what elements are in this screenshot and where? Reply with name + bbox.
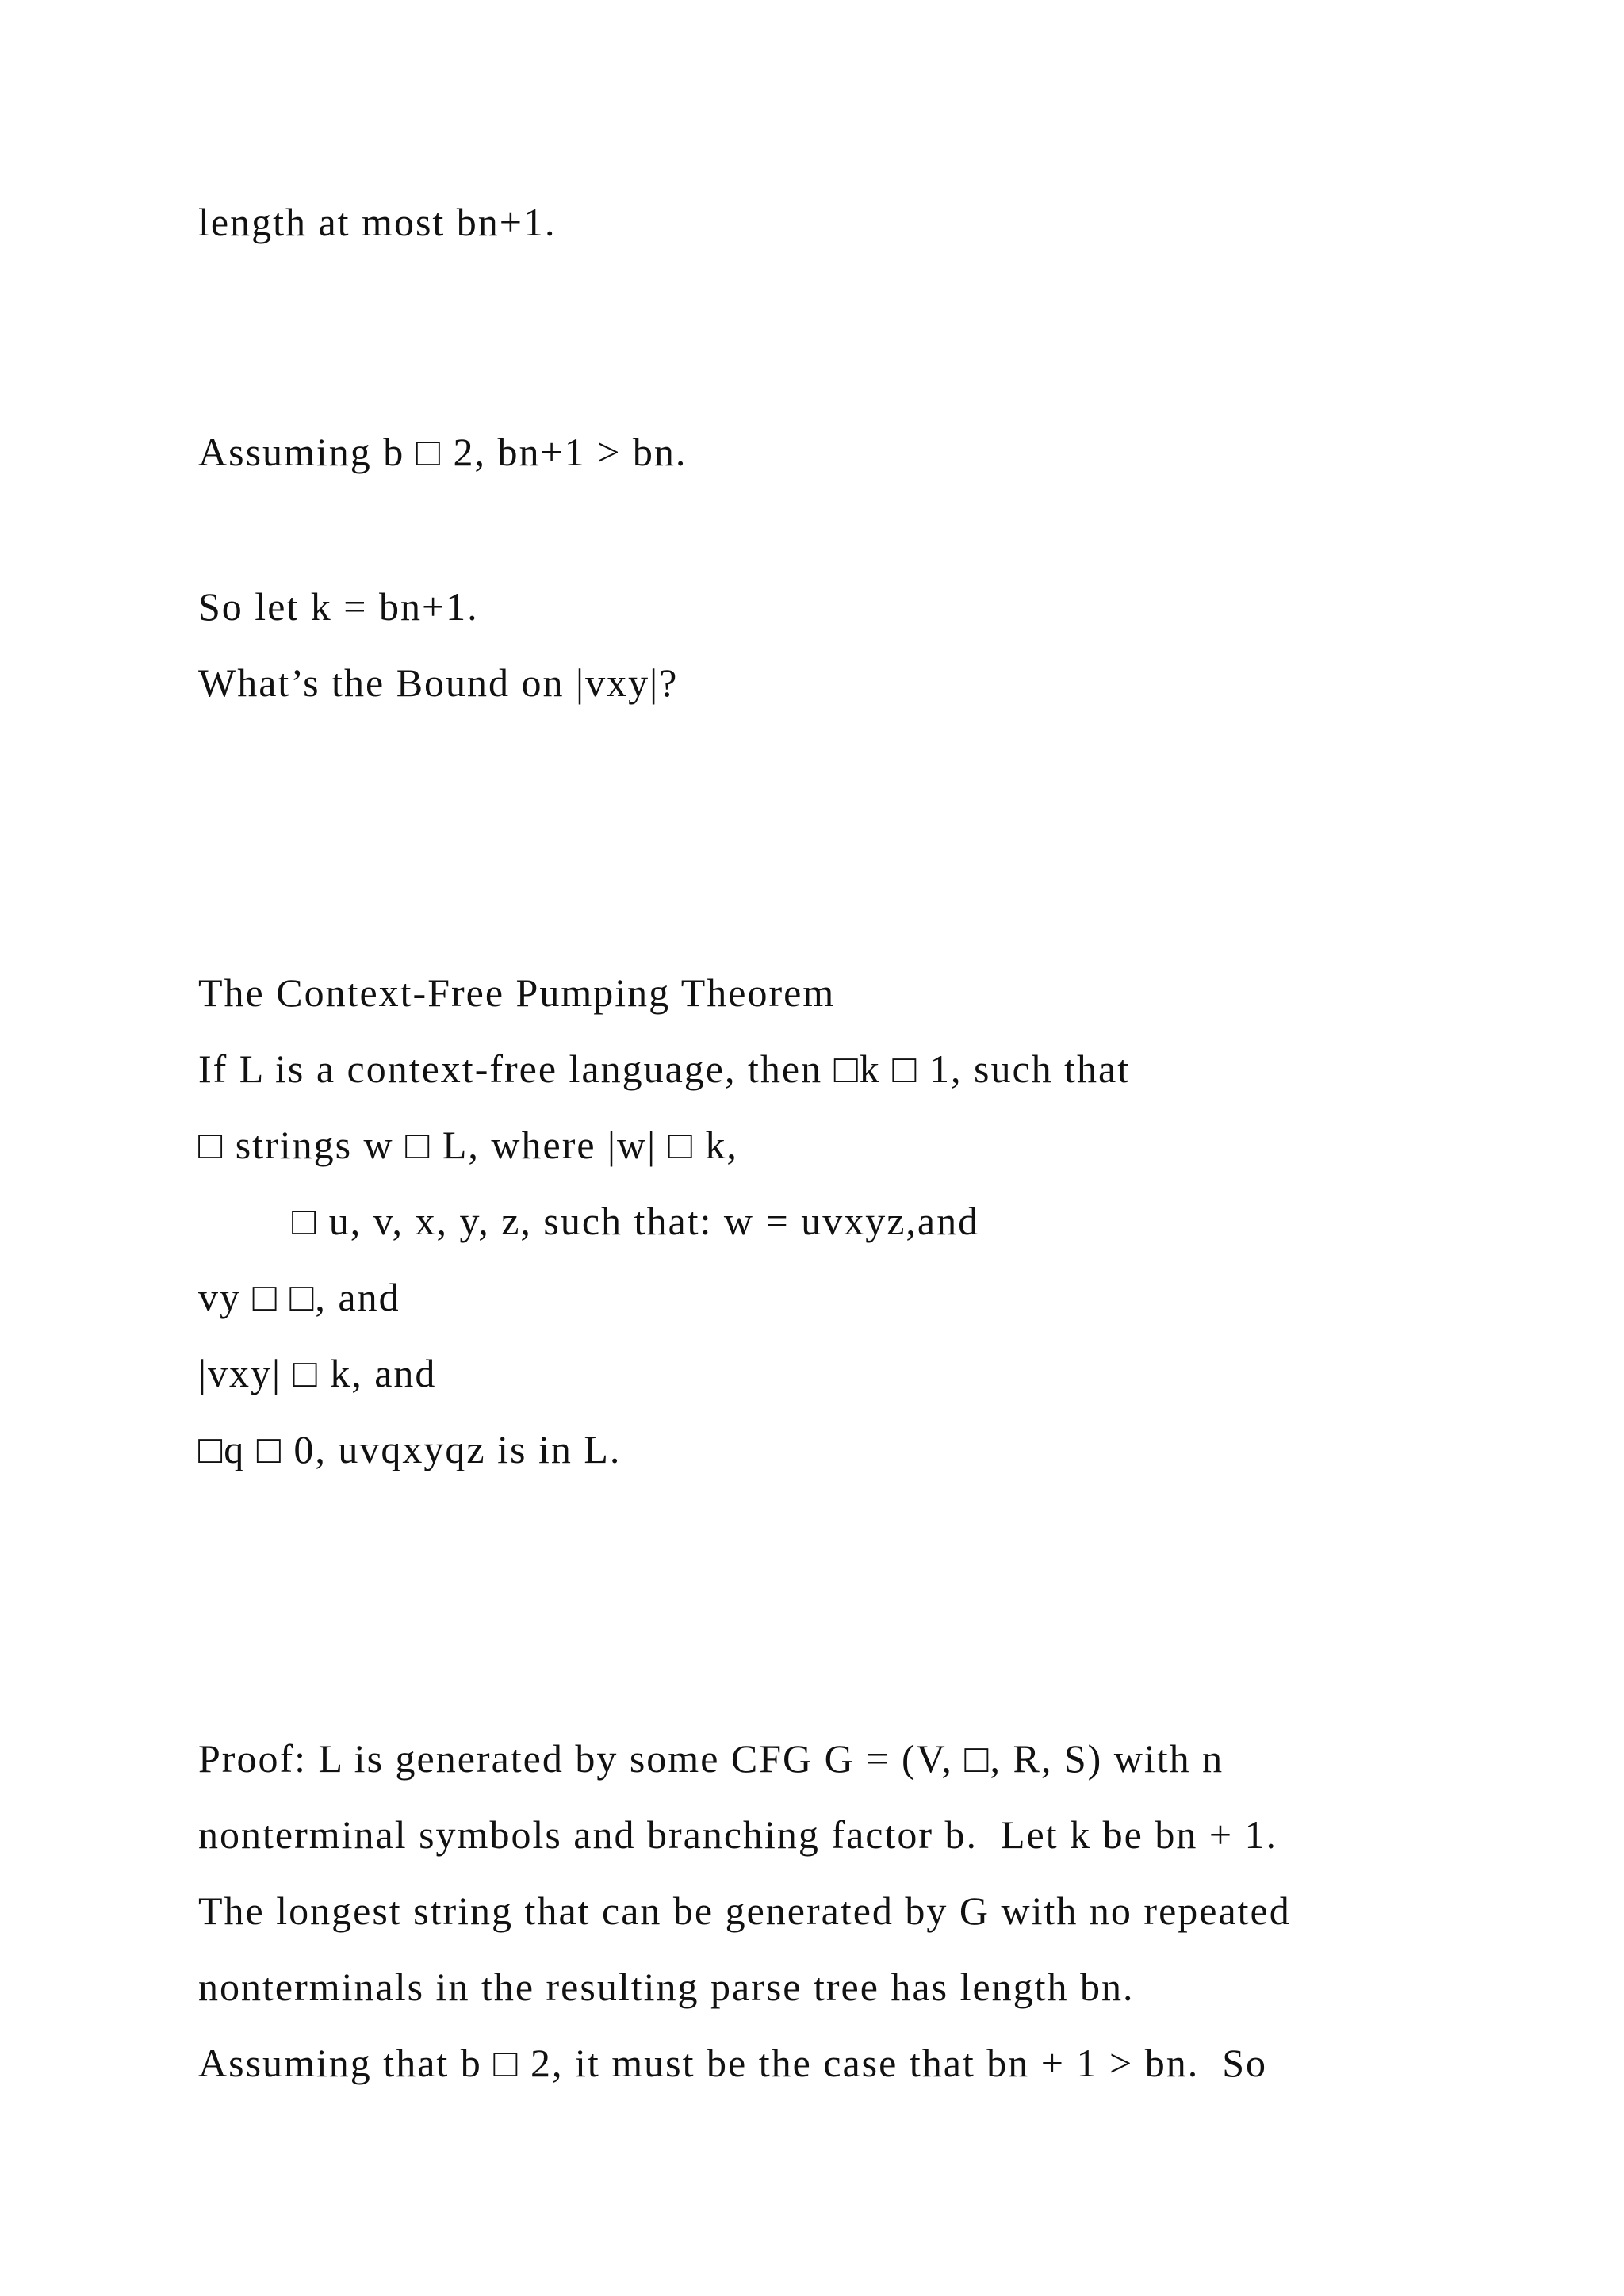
text-line: If L is a context-free language, then □k □ 1, such that xyxy=(198,1047,1131,1091)
proof-paragraph-line: Assuming that b □ 2, it must be the case that bn + 1 > bn. So xyxy=(198,2041,1267,2085)
proof-paragraph-line: Proof: L is generated by some CFG G = (V, □, R, S) with n xyxy=(198,1736,1224,1781)
text-line: |vxy| □ k, and xyxy=(198,1351,437,1395)
text-line: vy □ □, and xyxy=(198,1275,400,1319)
text-line: □ u, v, x, y, z, such that: w = uvxyz,and xyxy=(292,1199,980,1243)
text-line: □ strings w □ L, where |w| □ k, xyxy=(198,1123,738,1167)
proof-paragraph-line: nonterminals in the resulting parse tree has length bn. xyxy=(198,1965,1135,2009)
text-line: What’s the Bound on |vxy|? xyxy=(198,660,679,705)
text-line: □q □ 0, uvqxyqz is in L. xyxy=(198,1427,622,1471)
proof-paragraph-line: nonterminal symbols and branching factor b. Let k be bn + 1. xyxy=(198,1812,1278,1857)
proof-paragraph-line: The longest string that can be generated by G with no repeated xyxy=(198,1888,1291,1933)
text-line: Assuming b □ 2, bn+1 > bn. xyxy=(198,430,688,474)
section-heading: The Context-Free Pumping Theorem xyxy=(198,970,836,1015)
text-line: length at most bn+1. xyxy=(198,200,557,244)
text-line: So let k = bn+1. xyxy=(198,584,479,629)
